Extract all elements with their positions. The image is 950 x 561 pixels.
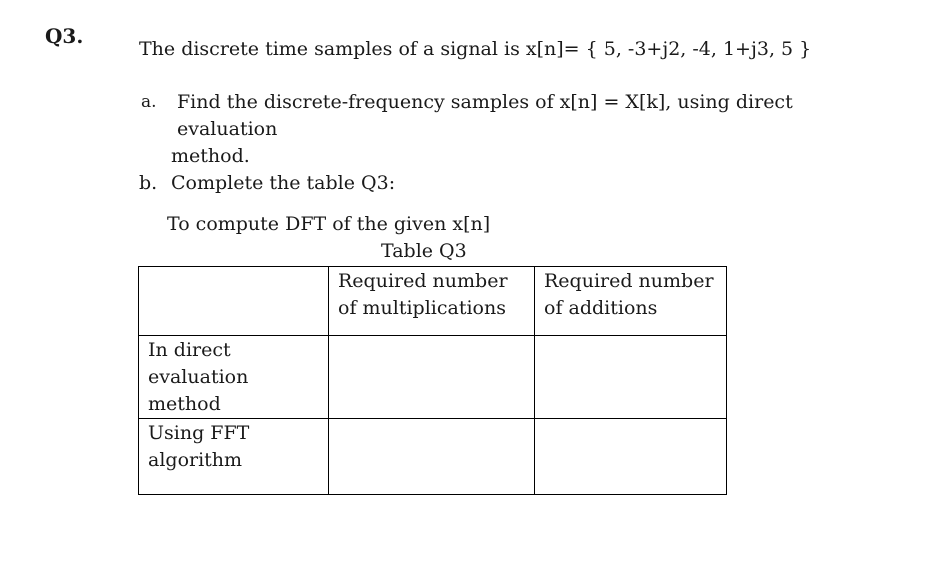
answer-cell-fft-multiplications[interactable] [329, 419, 535, 495]
part-b [139, 172, 395, 194]
question-stem: The discrete time samples of a signal is x[n]= { 5, -3+j2, -4, 1+j3, 5 } [139, 38, 812, 60]
header-multiplications [329, 267, 535, 336]
answer-cell-direct-multiplications[interactable] [329, 336, 535, 419]
row-label-line: algorithm [148, 449, 243, 471]
part-a-text [171, 89, 891, 170]
part-b-text: Complete the table Q3: [171, 172, 396, 194]
question-number: Q3. [45, 24, 84, 48]
part-a-line-2: method. [171, 145, 250, 167]
row-label-line: In direct [148, 339, 231, 361]
table-caption: Table Q3 [381, 240, 467, 262]
header-empty-cell [139, 267, 329, 336]
table-row [139, 336, 727, 419]
header-additions-line-1: Required number [544, 270, 714, 292]
table-q3 [138, 266, 727, 495]
table-header-row [139, 267, 727, 336]
answer-cell-fft-additions[interactable] [535, 419, 727, 495]
row-label-line: method [148, 393, 221, 415]
table-row [139, 419, 727, 495]
part-a-line-1: Find the discrete-frequency samples of x[n] = X[k], using direct evaluation [177, 91, 793, 140]
row-label-direct [139, 336, 329, 419]
part-b-label: b. [139, 172, 158, 194]
header-additions-line-2: of additions [544, 297, 658, 319]
part-a-label: a. [141, 92, 157, 112]
row-label-fft [139, 419, 329, 495]
header-multiplications-line-2: of multiplications [338, 297, 506, 319]
answer-cell-direct-additions[interactable] [535, 336, 727, 419]
header-additions [535, 267, 727, 336]
header-multiplications-line-1: Required number [338, 270, 508, 292]
table-intro: To compute DFT of the given x[n] [167, 213, 491, 235]
row-label-line: Using FFT [148, 422, 250, 444]
row-label-line: evaluation [148, 366, 249, 388]
